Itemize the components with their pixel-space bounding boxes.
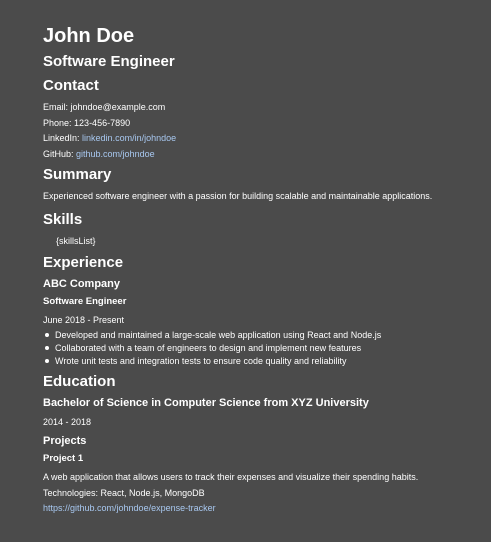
project-url-link[interactable]: https://github.com/johndoe/expense-tracker xyxy=(43,503,216,513)
github-link[interactable]: github.com/johndoe xyxy=(76,148,155,159)
experience-heading: Experience xyxy=(43,254,124,271)
experience-bullets xyxy=(43,329,483,368)
experience-company: ABC Company xyxy=(43,278,121,290)
contact-heading: Contact xyxy=(43,77,99,94)
email-label: Email: xyxy=(43,102,69,112)
linkedin-label: LinkedIn: xyxy=(43,133,80,143)
email-value: johndoe@example.com xyxy=(70,102,166,112)
resume-job-title: Software Engineer xyxy=(43,53,175,70)
experience-dates: June 2018 - Present xyxy=(43,315,125,325)
contact-github xyxy=(43,147,483,163)
summary-heading: Summary xyxy=(43,166,112,183)
experience-role: Software Engineer xyxy=(43,296,127,307)
education-degree: Bachelor of Science in Computer Science from XYZ University xyxy=(43,396,369,409)
education-heading: Education xyxy=(43,372,116,390)
projects-heading: Projects xyxy=(43,435,87,447)
skills-heading: Skills xyxy=(43,210,83,228)
phone-label: Phone: xyxy=(43,117,72,128)
experience-bullet: Collaborated with a team of engineers to design and implement new features xyxy=(55,342,483,355)
github-label: GitHub: xyxy=(43,148,74,159)
contact-email xyxy=(43,100,483,116)
phone-value: 123-456-7890 xyxy=(74,117,131,128)
resume xyxy=(43,22,483,517)
summary-text: Experienced software engineer with a passion for building scalable and maintainable applications. xyxy=(43,191,433,201)
education-dates: 2014 - 2018 xyxy=(43,416,92,427)
project-technologies: Technologies: React, Node.js, MongoDB xyxy=(43,487,205,498)
project-name: Project 1 xyxy=(43,453,84,464)
experience-bullet: Developed and maintained a large-scale web application using React and Node.js xyxy=(55,329,483,342)
experience-bullet: Wrote unit tests and integration tests to ensure code quality and reliability xyxy=(55,355,483,368)
resume-name: John Doe xyxy=(43,25,135,47)
contact-linkedin xyxy=(43,131,483,147)
linkedin-link[interactable]: linkedin.com/in/johndoe xyxy=(82,133,177,143)
contact-section xyxy=(43,100,483,162)
skills-list: {skillsList} xyxy=(56,235,96,246)
project-description: A web application that allows users to track their expenses and visualize their spending habits. xyxy=(43,472,419,482)
contact-phone xyxy=(43,116,483,132)
